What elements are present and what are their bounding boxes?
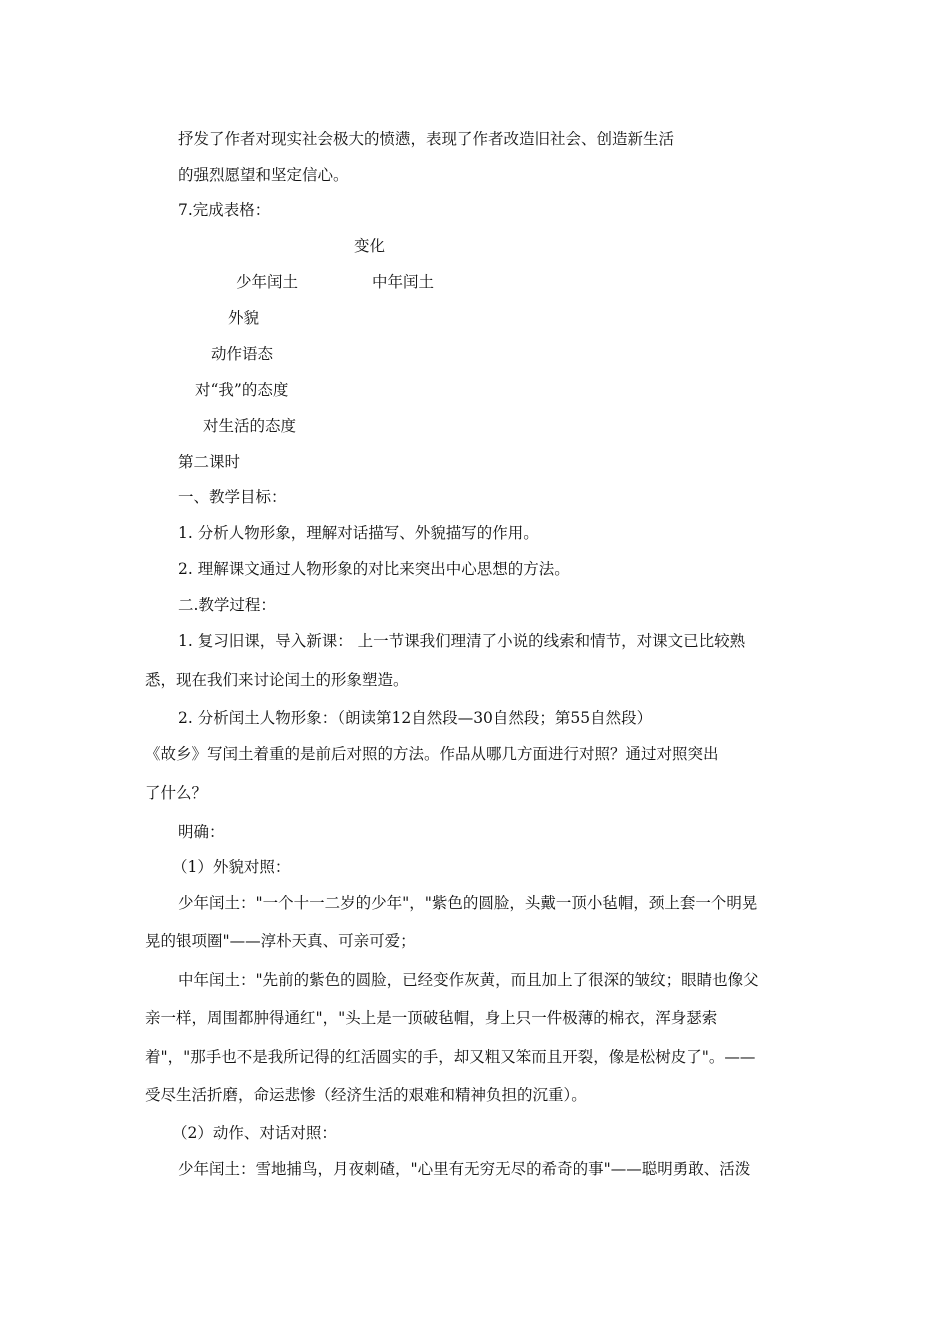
list-item: 1. 分析人物形象，理解对话描写、外貌描写的作用。 xyxy=(178,524,539,542)
table-row-label: 动作语态 xyxy=(211,345,274,363)
paragraph-line: 受尽生活折磨，命运悲惨（经济生活的艰难和精神负担的沉重）。 xyxy=(145,1086,587,1104)
list-item: 2. 理解课文通过人物形象的对比来突出中心思想的方法。 xyxy=(178,560,570,578)
paragraph-line: 了什么？ xyxy=(145,784,208,802)
table-row-label: 对生活的态度 xyxy=(203,417,297,435)
paragraph-line: 的强烈愿望和坚定信心。 xyxy=(178,166,349,184)
table-row-label: 外貌 xyxy=(228,309,260,327)
paragraph-line: 1. 复习旧课，导入新课： 上一节课我们理清了小说的线索和情节，对课文已比较熟 xyxy=(178,632,746,650)
paragraph-line: 《故乡》写闰土着重的是前后对照的方法。作品从哪几方面进行对照？通过对照突出 xyxy=(145,745,719,763)
subsection-heading: （2）动作、对话对照： xyxy=(172,1124,337,1142)
paragraph-line: 明确： xyxy=(178,823,225,841)
paragraph-line: 少年闰土：雪地捕鸟，月夜刺碴，"心里有无穷无尽的希奇的事"——聪明勇敢、活泼 xyxy=(178,1160,751,1178)
table-header: 变化 xyxy=(354,237,386,255)
section-item: 7.完成表格： xyxy=(178,201,271,219)
paragraph-line: 少年闰土："一个十一二岁的少年"，"紫色的圆脸，头戴一顶小毡帽，颈上套一个明晃 xyxy=(178,894,758,912)
section-heading: 二.教学过程： xyxy=(178,596,276,614)
paragraph-line: 抒发了作者对现实社会极大的愤懑，表现了作者改造旧社会、创造新生活 xyxy=(178,130,675,148)
table-column-header: 少年闰土 xyxy=(236,273,299,291)
paragraph-line: 中年闰土："先前的紫色的圆脸，已经变作灰黄，而且加上了很深的皱纹；眼睛也像父 xyxy=(178,971,759,989)
paragraph-line: 2. 分析闰土人物形象：（朗读第12自然段—30自然段；第55自然段） xyxy=(178,709,653,727)
paragraph-line: 亲一样，周围都肿得通红"，"头上是一顶破毡帽，身上只一件极薄的棉衣，浑身瑟索 xyxy=(145,1009,718,1027)
paragraph-line: 晃的银项圈"——淳朴天真、可亲可爱； xyxy=(145,932,416,950)
subsection-heading: （1）外貌对照： xyxy=(172,858,291,876)
table-row-label: 对“我”的态度 xyxy=(195,381,289,399)
paragraph-line: 悉，现在我们来讨论闰土的形象塑造。 xyxy=(145,671,409,689)
section-heading: 一、教学目标： xyxy=(178,488,287,506)
table-column-header: 中年闰土 xyxy=(372,273,435,291)
paragraph-line: 着"，"那手也不是我所记得的红活圆实的手，却又粗又笨而且开裂，像是松树皮了"。—— xyxy=(145,1048,756,1066)
section-heading: 第二课时 xyxy=(178,453,241,471)
